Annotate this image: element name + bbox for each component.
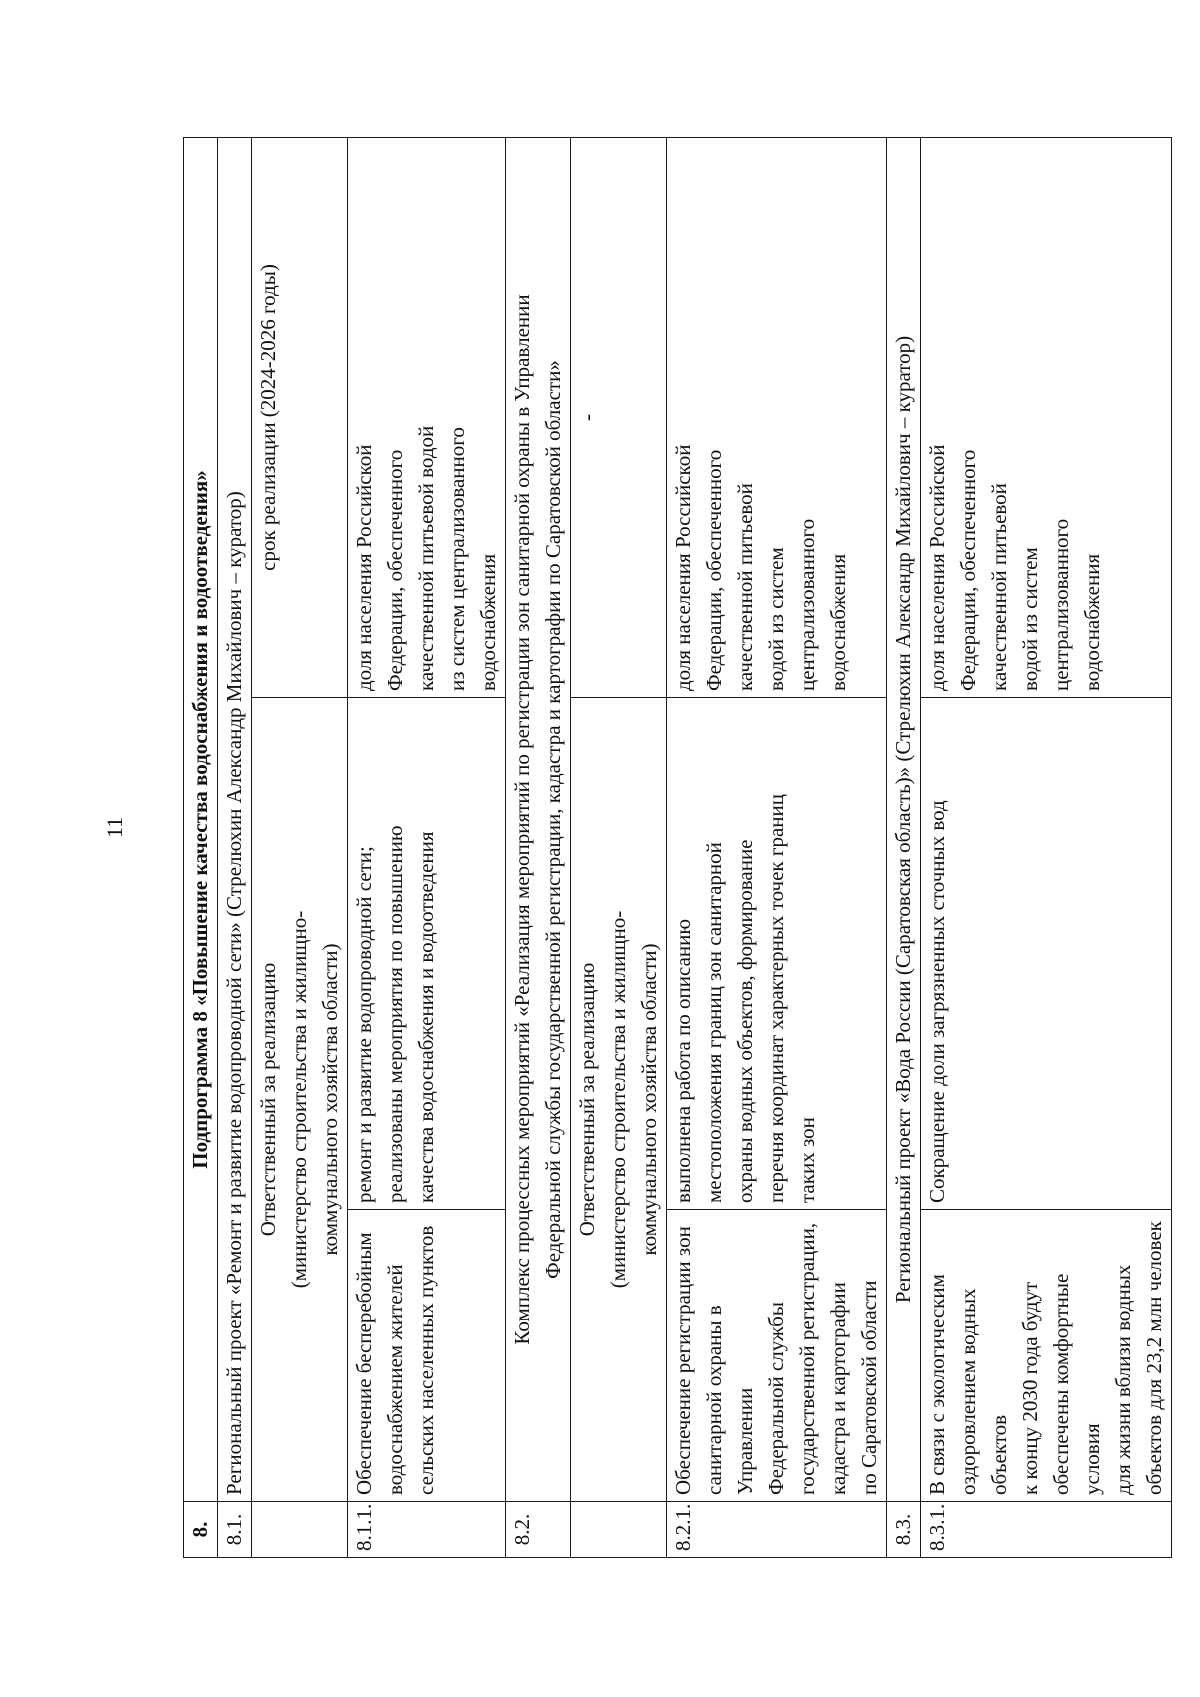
table-row	[348, 138, 506, 1558]
page-number: 11	[102, 816, 127, 838]
row-number: 8.	[184, 1502, 218, 1558]
table-row	[571, 138, 667, 1558]
table-row	[921, 138, 1172, 1558]
table-row	[667, 138, 887, 1558]
row-number: 8.3.	[887, 1502, 921, 1558]
table-row	[218, 138, 252, 1558]
rotated-table-wrapper	[183, 138, 1172, 1558]
task-cell: Обеспечение регистрации зон санитарной охраны в Управлении Федеральной службы государственной регистрации, кадастра и картографии по Саратовской области	[667, 1210, 887, 1502]
indicator-cell: доля населения Российской Федерации, обеспеченного качественной питьевой водой из систем централизованного водоснабжения	[921, 138, 1172, 698]
indicator-cell: доля населения Российской Федерации, обеспеченного качественной питьевой водой из систем централизованного водоснабжения	[667, 138, 887, 698]
table-row	[184, 138, 218, 1558]
empty-cell	[252, 1502, 348, 1558]
term-cell: -	[571, 138, 667, 698]
subprogram-title: Подпрограмма 8 «Повышение качества водоснабжения и водоотведения»	[184, 138, 218, 1502]
subprogram-table	[183, 137, 1172, 1558]
row-number: 8.2.	[506, 1502, 571, 1558]
project-title: Региональный проект «Вода России (Саратовская область)» (Стрелюхин Александр Михайлович – куратор)	[887, 138, 921, 1502]
table-row	[252, 138, 348, 1558]
row-number: 8.1.1.	[348, 1502, 506, 1558]
responsible-cell: Ответственный за реализацию (министерство строительства и жилищно- коммунального хозяйства области)	[571, 698, 667, 1502]
row-number: 8.3.1.	[921, 1502, 1172, 1558]
task-cell: В связи с экологическим оздоровлением водных объектов к концу 2030 года будут обеспечены комфортные условия для жизни вблизи водных объектов для 23,2 млн человек	[921, 1210, 1172, 1502]
row-number: 8.1.	[218, 1502, 252, 1558]
result-cell: ремонт и развитие водопроводной сети; реализованы мероприятия по повышению качества водоснабжения и водоотведения	[348, 698, 506, 1210]
result-cell: выполнена работа по описанию местоположения границ зон санитарной охраны водных объектов, формирование перечня координат характерных точек границ таких зон	[667, 698, 887, 1210]
result-cell: Сокращение доли загрязненных сточных вод	[921, 698, 1172, 1210]
complex-title: Комплекс процессных мероприятий «Реализация мероприятий по регистрации зон санитарной охраны в Управлении Федеральной службы государственной регистрации, кадастра и картографии по Саратовской области»	[506, 138, 571, 1502]
term-cell: срок реализации (2024-2026 годы)	[252, 138, 348, 698]
project-title: Региональный проект «Ремонт и развитие водопроводной сети» (Стрелюхин Александр Михайлович – куратор)	[218, 138, 252, 1502]
responsible-cell: Ответственный за реализацию (министерство строительства и жилищно- коммунального хозяйства области)	[252, 698, 348, 1502]
row-number: 8.2.1.	[667, 1502, 887, 1558]
table-row	[506, 138, 571, 1558]
table-row	[887, 138, 921, 1558]
indicator-cell: доля населения Российской Федерации, обеспеченного качественной питьевой водой из систем централизованного водоснабжения	[348, 138, 506, 698]
empty-cell	[571, 1502, 667, 1558]
task-cell: Обеспечение бесперебойным водоснабжением жителей сельских населенных пунктов	[348, 1210, 506, 1502]
